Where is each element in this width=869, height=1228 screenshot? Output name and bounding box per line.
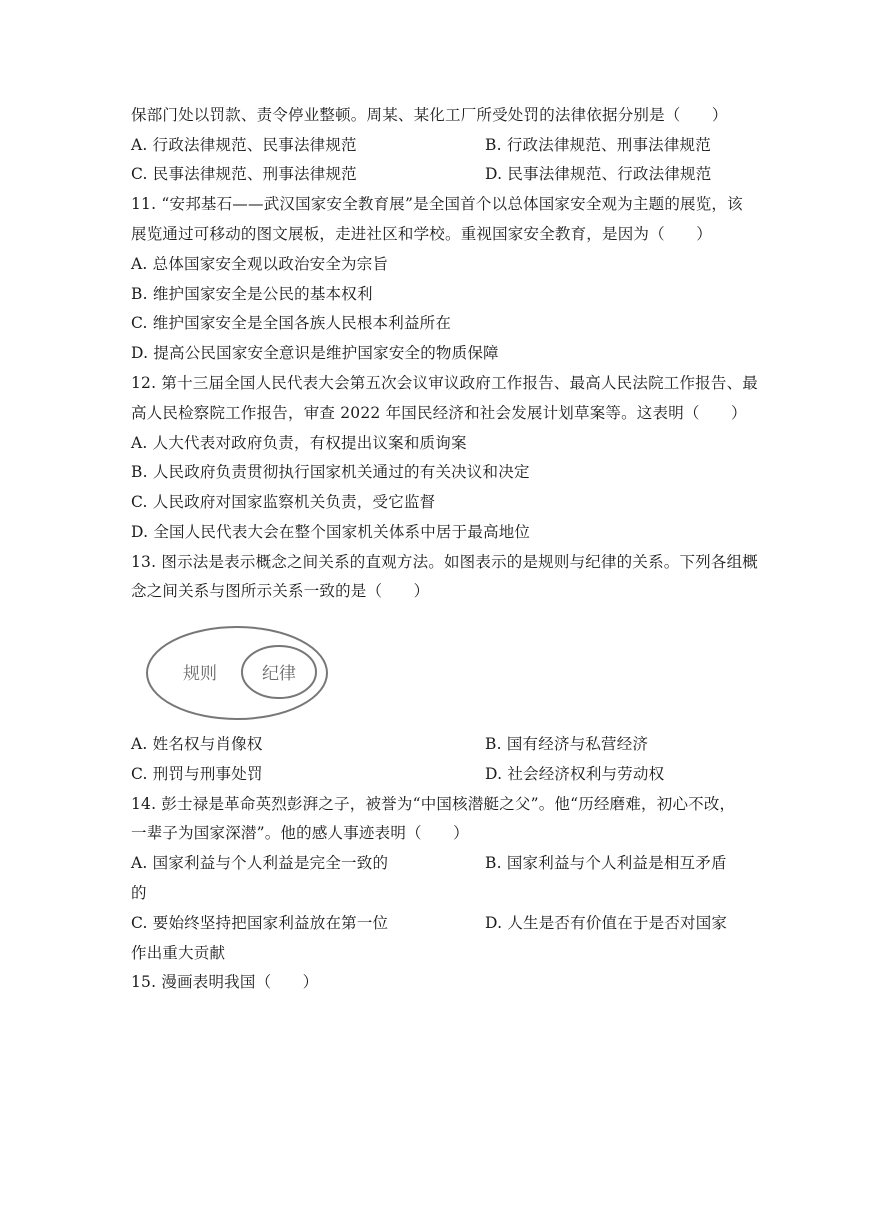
q13-option-a: A. 姓名权与肖像权 <box>131 735 263 753</box>
q13-option-d: D. 社会经济权利与劳动权 <box>485 765 665 783</box>
q15-stem: 15. 漫画表明我国（ ） <box>131 973 319 991</box>
q13-option-c: C. 刑罚与刑事处罚 <box>131 765 263 783</box>
q11-stem-line1: 11. “安邦基石——武汉国家安全教育展”是全国首个以总体国家安全观为主题的展览，该 <box>131 195 743 213</box>
q11-stem-line2: 展览通过可移动的图文展板，走进社区和学校。重视国家安全教育，是因为（ ） <box>131 225 712 243</box>
q10-option-a: A. 行政法律规范、民事法律规范 <box>131 136 357 154</box>
q12-stem-line2: 高人民检察院工作报告，审查 2022 年国民经济和社会发展计划草案等。这表明（ ） <box>131 404 747 422</box>
q10-stem-continuation: 保部门处以罚款、责令停业整顿。周某、某化工厂所受处罚的法律依据分别是（ ） <box>131 106 728 124</box>
q12-stem-line1: 12. 第十三届全国人民代表大会第五次会议审议政府工作报告、最高人民法院工作报告、最 <box>131 374 758 392</box>
q14-option-b-wrap: 的 <box>131 884 147 902</box>
q13-stem-line2: 念之间关系与图所示关系一致的是（ ） <box>131 582 430 600</box>
q12-option-c: C. 人民政府对国家监察机关负责，受它监督 <box>131 493 436 511</box>
q11-option-a: A. 总体国家安全观以政治安全为宗旨 <box>131 255 389 273</box>
q10-option-b: B. 行政法律规范、刑事法律规范 <box>485 136 711 154</box>
q12-option-d: D. 全国人民代表大会在整个国家机关体系中居于最高地位 <box>131 523 531 541</box>
q10-option-c: C. 民事法律规范、刑事法律规范 <box>131 165 357 183</box>
diagram-label-rules: 规则 <box>183 664 217 684</box>
q14-option-d-wrap: 作出重大贡献 <box>131 944 226 962</box>
outer-ellipse <box>147 627 327 719</box>
q10-option-d: D. 民事法律规范、行政法律规范 <box>485 165 712 183</box>
diagram-label-discipline: 纪律 <box>262 664 296 684</box>
q12-option-b: B. 人民政府负责贯彻执行国家机关通过的有关决议和决定 <box>131 463 530 481</box>
q13-stem-line1: 13. 图示法是表示概念之间关系的直观方法。如图表示的是规则与纪律的关系。下列各组概 <box>131 553 758 571</box>
q11-option-d: D. 提高公民国家安全意识是维护国家安全的物质保障 <box>131 344 499 362</box>
q14-option-c: C. 要始终坚持把国家利益放在第一位 <box>131 914 389 932</box>
q11-option-c: C. 维护国家安全是全国各族人民根本利益所在 <box>131 314 452 332</box>
rules-discipline-diagram <box>145 624 330 722</box>
q11-option-b: B. 维护国家安全是公民的基本权利 <box>131 285 373 303</box>
q14-stem-line2: 一辈子为国家深潜”。他的感人事迹表明（ ） <box>131 824 469 842</box>
q14-option-b: B. 国家利益与个人利益是相互矛盾 <box>485 854 727 872</box>
q14-option-a: A. 国家利益与个人利益是完全一致的 <box>131 854 389 872</box>
q12-option-a: A. 人大代表对政府负责，有权提出议案和质询案 <box>131 434 467 452</box>
q14-option-d: D. 人生是否有价值在于是否对国家 <box>485 914 728 932</box>
q13-option-b: B. 国有经济与私营经济 <box>485 735 649 753</box>
q14-stem-line1: 14. 彭士禄是革命英烈彭湃之子，被誉为“中国核潜艇之父”。他“历经磨难，初心不改， <box>131 795 736 813</box>
